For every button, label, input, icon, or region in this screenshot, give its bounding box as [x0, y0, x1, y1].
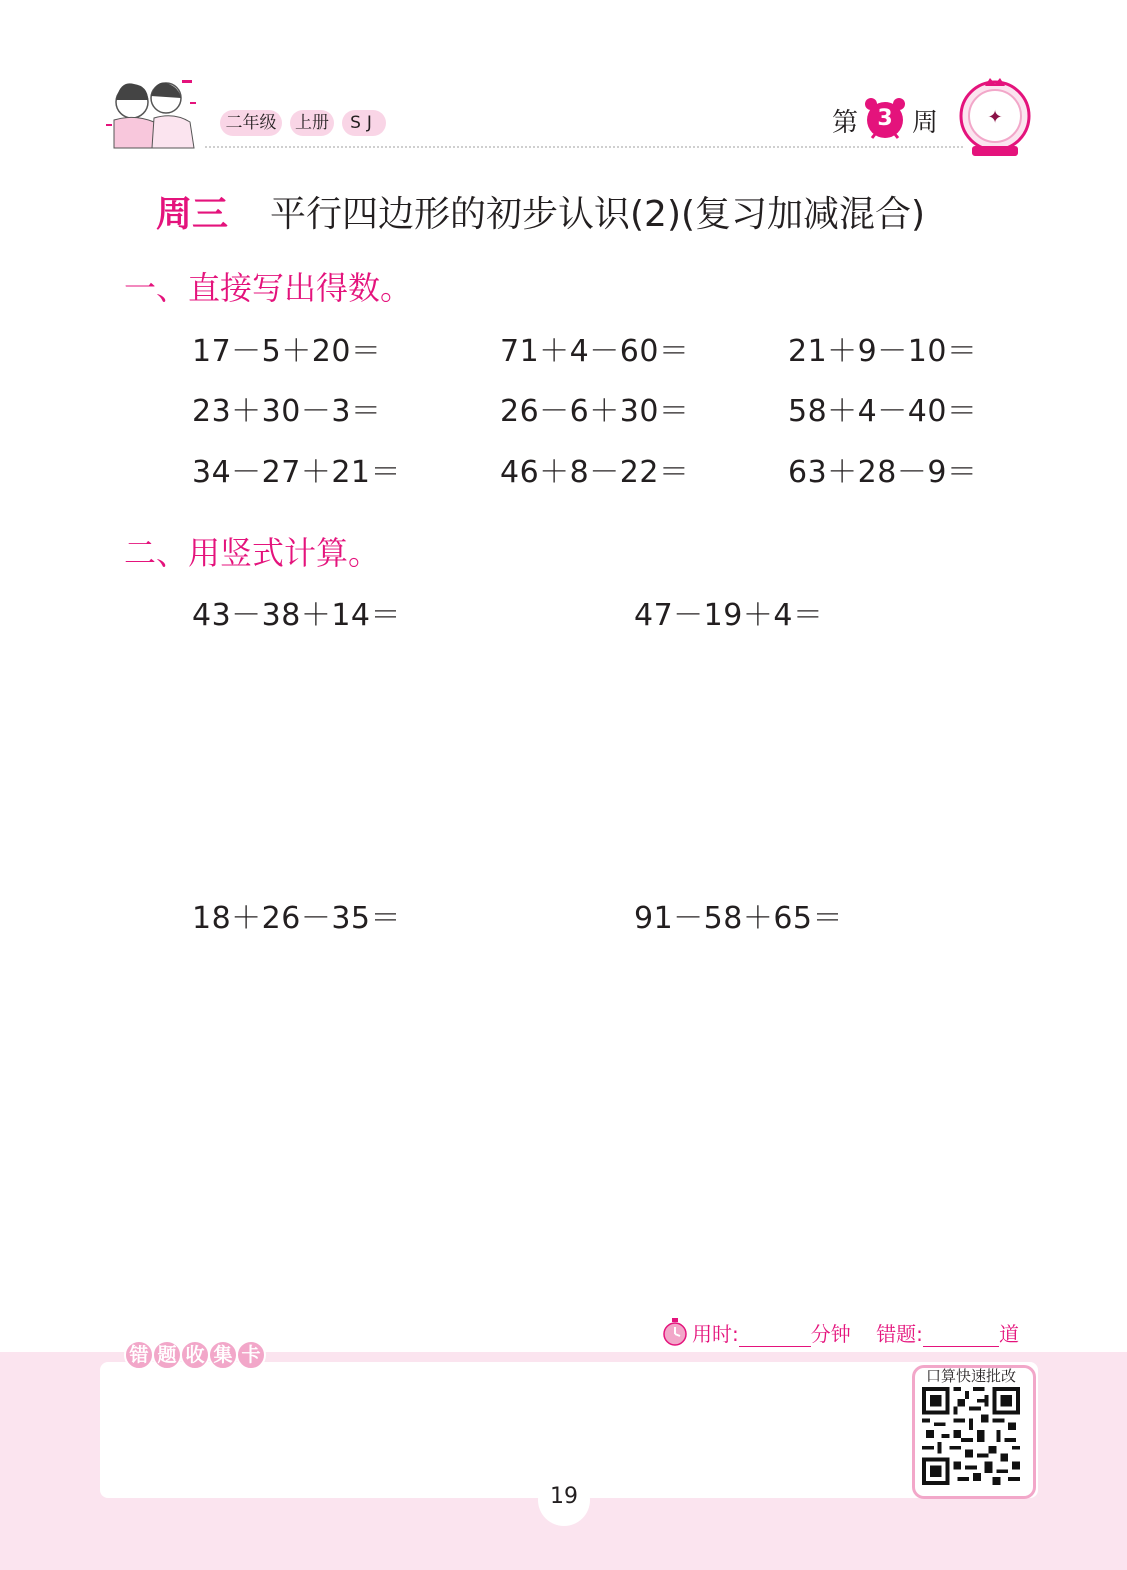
qr-caption: 口算快速批改 — [925, 1367, 1016, 1385]
edition-tag: SJ — [342, 110, 386, 136]
time-label: 用时: — [692, 1322, 739, 1346]
week-suffix: 周 — [912, 108, 939, 138]
week-prefix: 第 — [832, 108, 859, 138]
stopwatch-icon — [662, 1318, 688, 1346]
header-divider — [205, 146, 963, 148]
label-char: 题 — [152, 1340, 182, 1370]
label-char: 集 — [208, 1340, 238, 1370]
volume-tag: 上册 — [290, 110, 334, 136]
problem: 34－27＋21＝ — [192, 455, 402, 490]
grade-tag: 二年级 — [220, 110, 282, 136]
vertical-problem: 91－58＋65＝ — [634, 901, 844, 936]
week-number: 3 — [877, 106, 893, 131]
time-and-errors-record — [692, 1318, 1019, 1347]
problem: 21＋9－10＝ — [788, 334, 978, 369]
children-illustration — [104, 72, 208, 154]
vertical-problem: 47－19＋4＝ — [634, 598, 824, 633]
brand-seal-logo — [958, 76, 1032, 160]
error-collection-label — [124, 1340, 264, 1370]
problem: 63＋28－9＝ — [788, 455, 978, 490]
page-number: 19 — [550, 1484, 578, 1509]
svg-text:✦: ✦ — [987, 107, 1003, 128]
vertical-problem: 18＋26－35＝ — [192, 901, 402, 936]
errors-label: 错题: — [876, 1322, 923, 1346]
problem: 26－6＋30＝ — [500, 394, 690, 429]
problem: 71＋4－60＝ — [500, 334, 690, 369]
section1-heading: 一、直接写出得数。 — [124, 269, 413, 307]
qr-code[interactable] — [922, 1387, 1020, 1485]
time-unit: 分钟 — [810, 1322, 851, 1346]
label-char: 卡 — [236, 1340, 266, 1370]
label-char: 收 — [180, 1340, 210, 1370]
section2-heading: 二、用竖式计算。 — [124, 534, 381, 572]
problem: 23＋30－3＝ — [192, 394, 382, 429]
vertical-problem: 43－38＋14＝ — [192, 598, 402, 633]
title-day: 周三 — [156, 194, 229, 235]
errors-unit: 道 — [998, 1322, 1019, 1346]
problem: 17－5＋20＝ — [192, 334, 382, 369]
problem: 58＋4－40＝ — [788, 394, 978, 429]
problem: 46＋8－22＝ — [500, 455, 690, 490]
errors-blank[interactable] — [923, 1328, 999, 1347]
label-char: 错 — [124, 1340, 154, 1370]
time-blank[interactable] — [739, 1328, 811, 1347]
page-title: 平行四边形的初步认识(2)(复习加减混合) — [270, 194, 926, 235]
